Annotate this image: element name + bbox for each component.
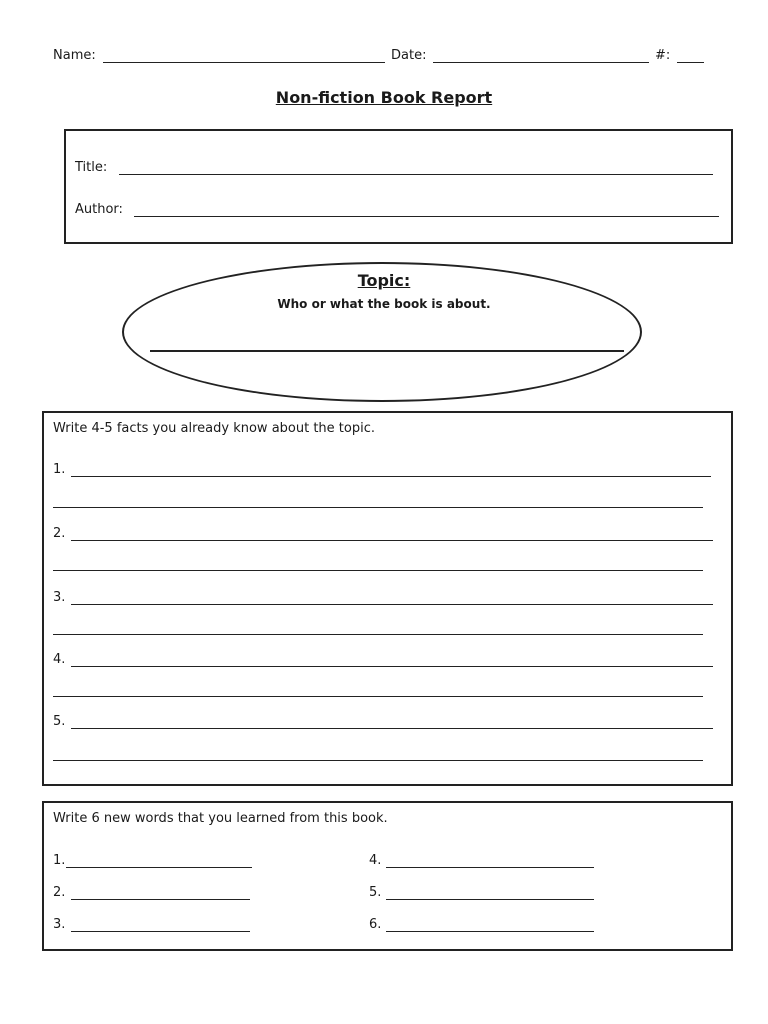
word-number: 2. [53, 885, 66, 900]
name-label: Name: [53, 48, 96, 63]
fact-number: 3. [53, 590, 66, 605]
topic-heading: Topic: [357, 271, 411, 290]
date-field[interactable] [433, 62, 649, 63]
word-line[interactable] [71, 931, 250, 932]
fact-number: 2. [53, 526, 66, 541]
words-prompt: Write 6 new words that you learned from this book. [53, 811, 388, 826]
word-number: 4. [369, 853, 382, 868]
topic-field[interactable] [150, 350, 624, 352]
number-label: #: [655, 48, 671, 63]
fact-line[interactable] [71, 540, 713, 541]
word-number: 6. [369, 917, 382, 932]
fact-line[interactable] [71, 666, 713, 667]
fact-line-continued[interactable] [53, 760, 703, 761]
name-field[interactable] [103, 62, 385, 63]
facts-box [42, 411, 733, 786]
book-info-box [64, 129, 733, 244]
word-line[interactable] [71, 899, 250, 900]
fact-line[interactable] [71, 604, 713, 605]
word-line[interactable] [386, 899, 594, 900]
fact-number: 5. [53, 714, 66, 729]
number-field[interactable] [677, 62, 704, 63]
word-line[interactable] [386, 867, 594, 868]
fact-number: 4. [53, 652, 66, 667]
fact-number: 1. [53, 462, 66, 477]
facts-prompt: Write 4-5 facts you already know about the topic. [53, 421, 375, 436]
word-number: 1. [53, 853, 66, 868]
fact-line[interactable] [71, 728, 713, 729]
word-number: 5. [369, 885, 382, 900]
fact-line-continued[interactable] [53, 507, 703, 508]
fact-line-continued[interactable] [53, 696, 703, 697]
fact-line[interactable] [71, 476, 711, 477]
page-title: Non-fiction Book Report [275, 88, 493, 107]
word-line[interactable] [66, 867, 252, 868]
topic-subtitle: Who or what the book is about. [277, 297, 491, 311]
fact-line-continued[interactable] [53, 570, 703, 571]
word-line[interactable] [386, 931, 594, 932]
book-title-field[interactable] [119, 174, 713, 175]
date-label: Date: [391, 48, 427, 63]
title-label: Title: [75, 160, 108, 175]
author-field[interactable] [134, 216, 719, 217]
author-label: Author: [75, 202, 123, 217]
fact-line-continued[interactable] [53, 634, 703, 635]
word-number: 3. [53, 917, 66, 932]
